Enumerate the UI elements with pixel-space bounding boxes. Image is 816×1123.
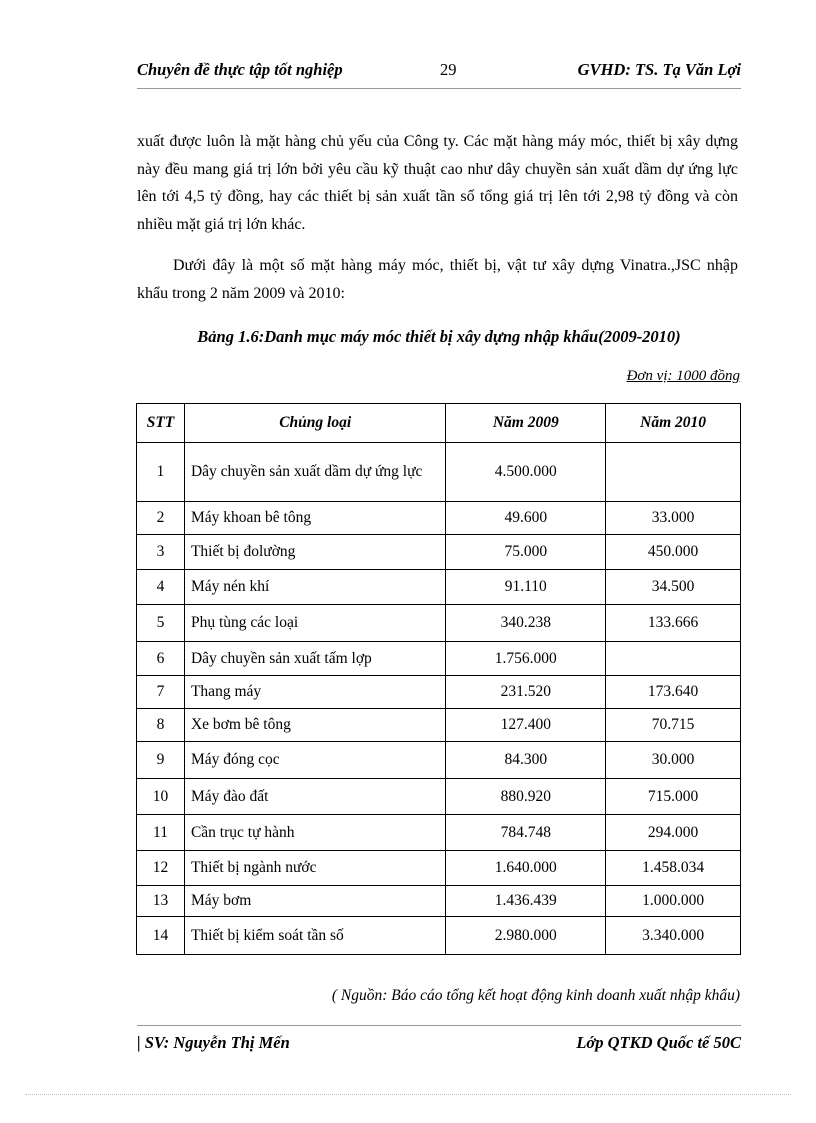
page-number: 29 [440, 60, 457, 79]
header-title: Chuyên đề thực tập tốt nghiệp [137, 60, 343, 79]
table-row [137, 886, 741, 917]
row-type: Máy đào đất [184, 779, 445, 815]
row-stt: 13 [137, 886, 185, 917]
row-value-2010 [606, 642, 741, 676]
row-value-2010: 34.500 [606, 570, 741, 605]
row-type: Máy bơm [184, 886, 445, 917]
row-value-2010: 450.000 [606, 535, 741, 570]
row-value-2009: 880.920 [446, 779, 606, 815]
table-row [137, 779, 741, 815]
row-type: Thang máy [184, 676, 445, 709]
header-2009: Năm 2009 [446, 404, 606, 443]
table-row [137, 443, 741, 502]
row-value-2010: 133.666 [606, 605, 741, 642]
page-header [137, 60, 741, 86]
row-value-2009: 91.110 [446, 570, 606, 605]
row-value-2010: 30.000 [606, 742, 741, 779]
row-value-2009: 4.500.000 [446, 443, 606, 502]
row-type: Thiết bị đolường [184, 535, 445, 570]
header-supervisor: GVHD: TS. Tạ Văn Lợi [577, 60, 741, 79]
row-value-2009: 1.436.439 [446, 886, 606, 917]
page-footer [137, 1033, 741, 1057]
header-stt: STT [137, 404, 185, 443]
row-type: Máy nén khí [184, 570, 445, 605]
row-value-2010: 1.000.000 [606, 886, 741, 917]
table-row [137, 815, 741, 851]
footer-class: Lớp QTKD Quốc tế 50C [576, 1033, 741, 1052]
row-value-2009: 2.980.000 [446, 917, 606, 955]
row-value-2009: 84.300 [446, 742, 606, 779]
row-value-2009: 1.756.000 [446, 642, 606, 676]
table-row [137, 535, 741, 570]
row-value-2009: 231.520 [446, 676, 606, 709]
header-type: Chủng loại [184, 404, 445, 443]
row-value-2010: 1.458.034 [606, 851, 741, 886]
table-row [137, 605, 741, 642]
row-value-2010: 173.640 [606, 676, 741, 709]
row-stt: 10 [137, 779, 185, 815]
row-value-2010 [606, 443, 741, 502]
body-paragraph-1: xuất được luôn là mặt hàng chủ yếu của Công ty. Các mặt hàng máy móc, thiết bị xây dựng này đều mang giá trị lớn bởi yêu cầu kỹ thuật cao như dây chuyền sản xuất dầm dự ứng lực lên tới 4,5 tỷ đồng, hay các thiết bị sản xuất tần số tổng giá trị lên tới 2,98 tỷ đồng và còn nhiều mặt giá trị lớn khác. [137, 133, 738, 233]
row-type: Cần trục tự hành [184, 815, 445, 851]
row-stt: 9 [137, 742, 185, 779]
row-stt: 6 [137, 642, 185, 676]
row-stt: 11 [137, 815, 185, 851]
row-value-2009: 1.640.000 [446, 851, 606, 886]
page-bottom-divider [25, 1094, 791, 1095]
table-source: ( Nguồn: Báo cáo tổng kết hoạt động kinh doanh xuất nhập khẩu) [331, 987, 740, 1004]
row-stt: 2 [137, 502, 185, 535]
row-type: Xe bơm bê tông [184, 709, 445, 742]
row-stt: 12 [137, 851, 185, 886]
row-type: Thiết bị ngành nước [184, 851, 445, 886]
row-stt: 4 [137, 570, 185, 605]
row-value-2009: 784.748 [446, 815, 606, 851]
row-value-2009: 340.238 [446, 605, 606, 642]
body-paragraph-2: Dưới đây là một số mặt hàng máy móc, thiết bị, vật tư xây dựng Vinatra.,JSC nhập khẩu trong 2 năm 2009 và 2010: [137, 257, 738, 302]
row-stt: 14 [137, 917, 185, 955]
table-row [137, 709, 741, 742]
table-row [137, 676, 741, 709]
row-stt: 3 [137, 535, 185, 570]
table-unit: Đơn vị: 1000 đồng [626, 368, 740, 384]
row-stt: 7 [137, 676, 185, 709]
row-stt: 5 [137, 605, 185, 642]
table-header-row [137, 404, 741, 443]
import-table [136, 403, 741, 955]
table-row [137, 502, 741, 535]
row-stt: 1 [137, 443, 185, 502]
header-2010: Năm 2010 [606, 404, 741, 443]
header-rule [137, 88, 741, 89]
table-row [137, 642, 741, 676]
row-type: Máy đóng cọc [184, 742, 445, 779]
row-type: Dây chuyền sản xuất dầm dự ứng lực [184, 443, 445, 502]
row-value-2010: 33.000 [606, 502, 741, 535]
footer-rule [137, 1025, 741, 1026]
row-type: Máy khoan bê tông [184, 502, 445, 535]
row-value-2010: 715.000 [606, 779, 741, 815]
table-row [137, 917, 741, 955]
row-value-2009: 75.000 [446, 535, 606, 570]
row-value-2010: 3.340.000 [606, 917, 741, 955]
row-value-2010: 70.715 [606, 709, 741, 742]
row-value-2009: 49.600 [446, 502, 606, 535]
row-value-2010: 294.000 [606, 815, 741, 851]
row-type: Thiết bị kiểm soát tần số [184, 917, 445, 955]
row-stt: 8 [137, 709, 185, 742]
table-row [137, 742, 741, 779]
row-value-2009: 127.400 [446, 709, 606, 742]
table-row [137, 851, 741, 886]
table-row [137, 570, 741, 605]
row-type: Dây chuyền sản xuất tấm lợp [184, 642, 445, 676]
footer-student: | SV: Nguyễn Thị Mến [137, 1033, 290, 1052]
row-type: Phụ tùng các loại [184, 605, 445, 642]
table-caption: Bảng 1.6:Danh mục máy móc thiết bị xây dựng nhập khẩu(2009-2010) [197, 327, 681, 346]
